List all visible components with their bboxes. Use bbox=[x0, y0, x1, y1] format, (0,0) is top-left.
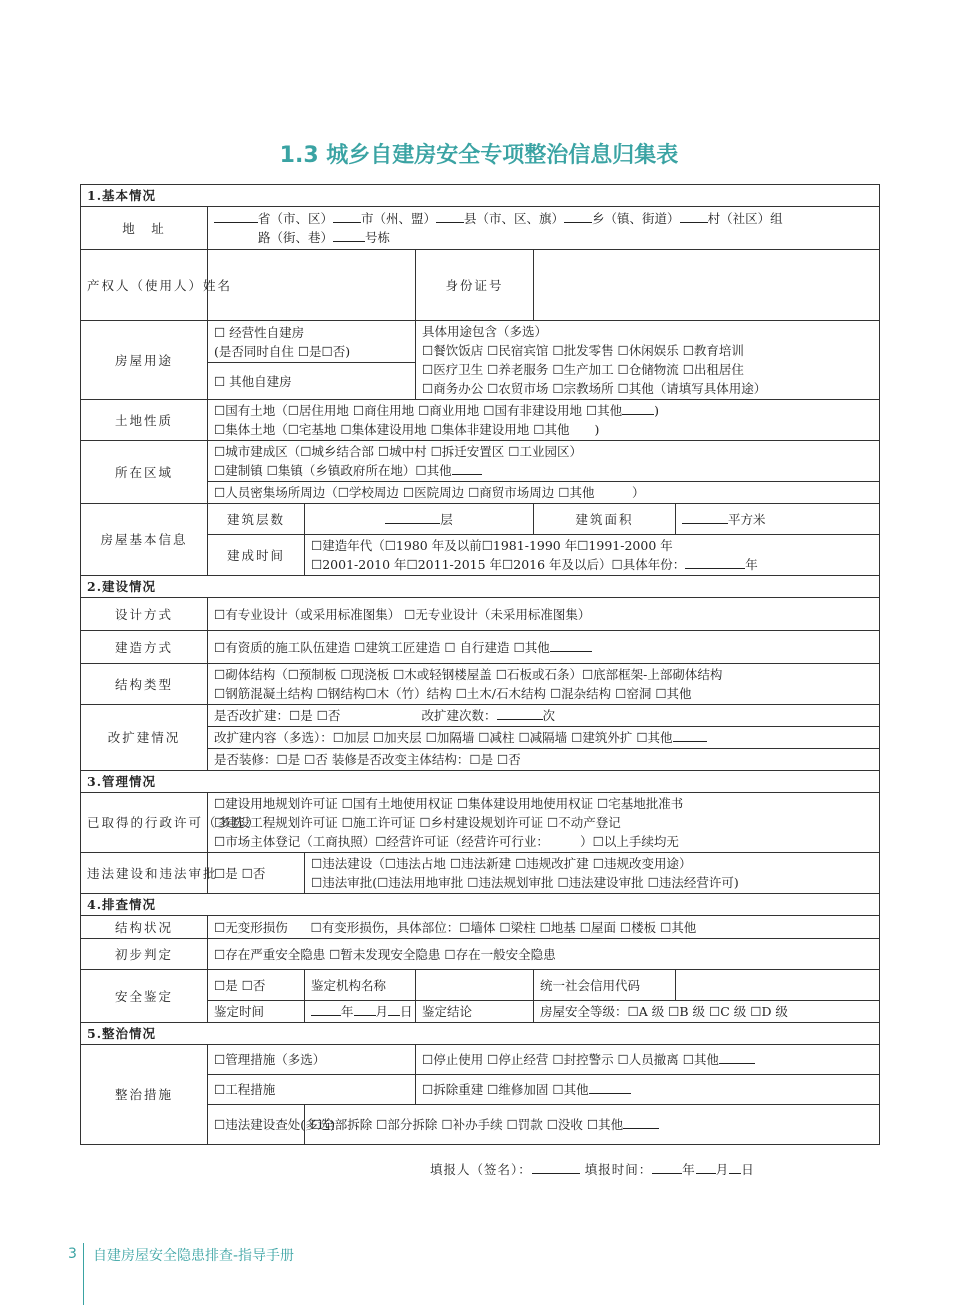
label-land: 土地性质 bbox=[81, 400, 208, 441]
area-options[interactable]: ☐城市建成区（☐城乡结合部 ☐城中村 ☐拆迁安置区 ☐工业园区） ☐建制镇 ☐集镇（乡镇政府所在地）☐其他 bbox=[208, 441, 880, 482]
prelim-options[interactable]: ☐存在严重安全隐患 ☐暂未发现安全隐患 ☐存在一般安全隐患 bbox=[208, 939, 880, 970]
structure-options[interactable]: ☐砌体结构（☐预制板 ☐现浇板 ☐木或轻钢楼屋盖 ☐石板或石条）☐底部框架-上部砌体结构 ☐钢筋混凝土结构 ☐钢结构☐木（竹）结构 ☐土木/石木结构 ☐混杂结构 ☐窑洞 ☐其他 bbox=[208, 664, 880, 705]
id-number-input[interactable] bbox=[534, 250, 880, 321]
label-permits: 已取得的行政许可（多选） bbox=[81, 793, 208, 853]
design-options[interactable]: ☐有专业设计（或采用标准图集） ☐无专业设计（未采用标准图集） bbox=[208, 598, 880, 631]
remedy-eng[interactable]: ☐工程措施 bbox=[208, 1075, 416, 1105]
section-remedy: 5.整治情况 bbox=[81, 1023, 880, 1045]
appraisal-conclusion-label: 鉴定结论 bbox=[416, 1001, 534, 1023]
address-field[interactable]: 省（市、区） 市（州、盟） 县（市、区、旗） 乡（镇、街道） 村（社区）组 路（街、巷） 号栋 bbox=[208, 207, 880, 250]
book-title: 自建房屋安全隐患排查-指导手册 bbox=[93, 1248, 295, 1264]
label-remedy: 整治措施 bbox=[81, 1045, 208, 1145]
label-address: 地 址 bbox=[81, 207, 208, 250]
appraisal-credit-input[interactable] bbox=[676, 970, 880, 1001]
label-build-time: 建成时间 bbox=[208, 535, 305, 576]
expansion-content[interactable]: 改扩建内容（多选）：☐加层 ☐加夹层 ☐加隔墙 ☐减柱 ☐减隔墙 ☐建筑外扩 ☐其他 bbox=[208, 727, 880, 749]
appraisal-org-label: 鉴定机构名称 bbox=[305, 970, 416, 1001]
label-construct: 建造方式 bbox=[81, 631, 208, 664]
illegal-yesno[interactable]: ☐是 ☐否 bbox=[208, 853, 305, 894]
land-options[interactable]: ☐国有土地（☐居住用地 ☐商住用地 ☐商业用地 ☐国有非建设用地 ☐其他 ) ☐集体土地（☐宅基地 ☐集体建设用地 ☐集体非建设用地 ☐其他 ) bbox=[208, 400, 880, 441]
floors-input[interactable]: 层 bbox=[305, 504, 534, 535]
expansion-decoration[interactable]: 是否装修：☐是 ☐否 装修是否改变主体结构：☐是 ☐否 bbox=[208, 749, 880, 771]
page-divider bbox=[83, 1243, 84, 1305]
illegal-options[interactable]: ☐违法建设（☐违法占地 ☐违法新建 ☐违规改扩建 ☐违规改变用途） ☐违法审批(☐违法用地审批 ☐违法规划审批 ☐违法建设审批 ☐违法经营许可) bbox=[305, 853, 880, 894]
appraisal-date[interactable]: 年 月 日 bbox=[305, 1001, 416, 1023]
appraisal-org-input[interactable] bbox=[416, 970, 534, 1001]
label-usage: 房屋用途 bbox=[81, 321, 208, 400]
area-crowded[interactable]: ☐人员密集场所周边（☐学校周边 ☐医院周边 ☐商贸市场周边 ☐其他 ） bbox=[208, 482, 880, 504]
info-form-table bbox=[80, 184, 880, 1145]
label-owner: 产权人（使用人）姓名 bbox=[81, 250, 208, 321]
label-design: 设计方式 bbox=[81, 598, 208, 631]
expansion-count[interactable]: 改扩建次数： 次 bbox=[416, 705, 880, 727]
label-expansion: 改扩建情况 bbox=[81, 705, 208, 771]
page-title: 1.3 城乡自建房安全专项整治信息归集表 bbox=[279, 143, 679, 168]
page-number: 3 bbox=[68, 1246, 77, 1262]
remedy-illegal[interactable]: ☐违法建设查处(多选) bbox=[208, 1105, 305, 1145]
label-struct-status: 结构状况 bbox=[81, 916, 208, 939]
label-structure: 结构类型 bbox=[81, 664, 208, 705]
struct-no-damage[interactable]: ☐无变形损伤 bbox=[208, 916, 305, 939]
remedy-eng-options[interactable]: ☐拆除重建 ☐维修加固 ☐其他 bbox=[416, 1075, 880, 1105]
usage-specific[interactable]: 具体用途包含（多选） ☐餐饮饭店 ☐民宿宾馆 ☐批发零售 ☐休闲娱乐 ☐教育培训 ☐医疗卫生 ☐养老服务 ☐生产加工 ☐仓储物流 ☐出租居住 ☐商务办公 ☐农贸市场 ☐宗教场所 ☐其他（请填写具体用途） bbox=[416, 321, 880, 400]
label-basic-info: 房屋基本信息 bbox=[81, 504, 208, 576]
appraisal-credit-label: 统一社会信用代码 bbox=[534, 970, 676, 1001]
label-illegal: 违法建设和违法审批 bbox=[81, 853, 208, 894]
section-inspection: 4.排查情况 bbox=[81, 894, 880, 916]
section-basic: 1.基本情况 bbox=[81, 185, 880, 207]
footer-signature: 填报人（签名）： 填报时间： 年 月 日 bbox=[430, 1162, 755, 1177]
appraisal-time-label: 鉴定时间 bbox=[208, 1001, 305, 1023]
label-id-number: 身份证号 bbox=[416, 250, 534, 321]
permits-options[interactable]: ☐建设用地规划许可证 ☐国有土地使用权证 ☐集体建设用地使用权证 ☐宅基地批准书 ☐建设工程规划许可证 ☐施工许可证 ☐乡村建设规划许可证 ☐不动产登记 ☐市场主体登记（工商执照）☐经营许可证（经营许可行业： ）☐以上手续均无 bbox=[208, 793, 880, 853]
expansion-yesno[interactable]: 是否改扩建：☐是 ☐否 bbox=[208, 705, 416, 727]
label-area: 所在区域 bbox=[81, 441, 208, 504]
remedy-mgmt-options[interactable]: ☐停止使用 ☐停止经营 ☐封控警示 ☐人员撤离 ☐其他 bbox=[416, 1045, 880, 1075]
label-floors: 建筑层数 bbox=[208, 504, 305, 535]
usage-business[interactable]: ☐ 经营性自建房 (是否同时自住 ☐是☐否) bbox=[208, 321, 416, 363]
label-safety-appraisal: 安全鉴定 bbox=[81, 970, 208, 1023]
usage-other[interactable]: ☐ 其他自建房 bbox=[208, 363, 416, 400]
label-prelim: 初步判定 bbox=[81, 939, 208, 970]
owner-name-input[interactable] bbox=[208, 250, 416, 321]
floor-area-input[interactable]: 平方米 bbox=[676, 504, 880, 535]
construct-options[interactable]: ☐有资质的施工队伍建造 ☐建筑工匠建造 ☐ 自行建造 ☐其他 bbox=[208, 631, 880, 664]
remedy-mgmt[interactable]: ☐管理措施（多选） bbox=[208, 1045, 416, 1075]
struct-damage[interactable]: ☐有变形损伤，具体部位：☐墙体 ☐梁柱 ☐地基 ☐屋面 ☐楼板 ☐其他 bbox=[305, 916, 880, 939]
appraisal-grade[interactable]: 房屋安全等级：☐A 级 ☐B 级 ☐C 级 ☐D 级 bbox=[534, 1001, 880, 1023]
build-time-options[interactable]: ☐建造年代（☐1980 年及以前☐1981-1990 年☐1991-2000 年 ☐2001-2010 年☐2011-2015 年☐2016 年及以后）☐具体年份： 年 bbox=[305, 535, 880, 576]
appraisal-yesno[interactable]: ☐是 ☐否 bbox=[208, 970, 305, 1001]
section-management: 3.管理情况 bbox=[81, 771, 880, 793]
label-floor-area: 建筑面积 bbox=[534, 504, 676, 535]
remedy-illegal-options[interactable]: ☐全部拆除 ☐部分拆除 ☐补办手续 ☐罚款 ☐没收 ☐其他 bbox=[305, 1105, 880, 1145]
section-construction: 2.建设情况 bbox=[81, 576, 880, 598]
